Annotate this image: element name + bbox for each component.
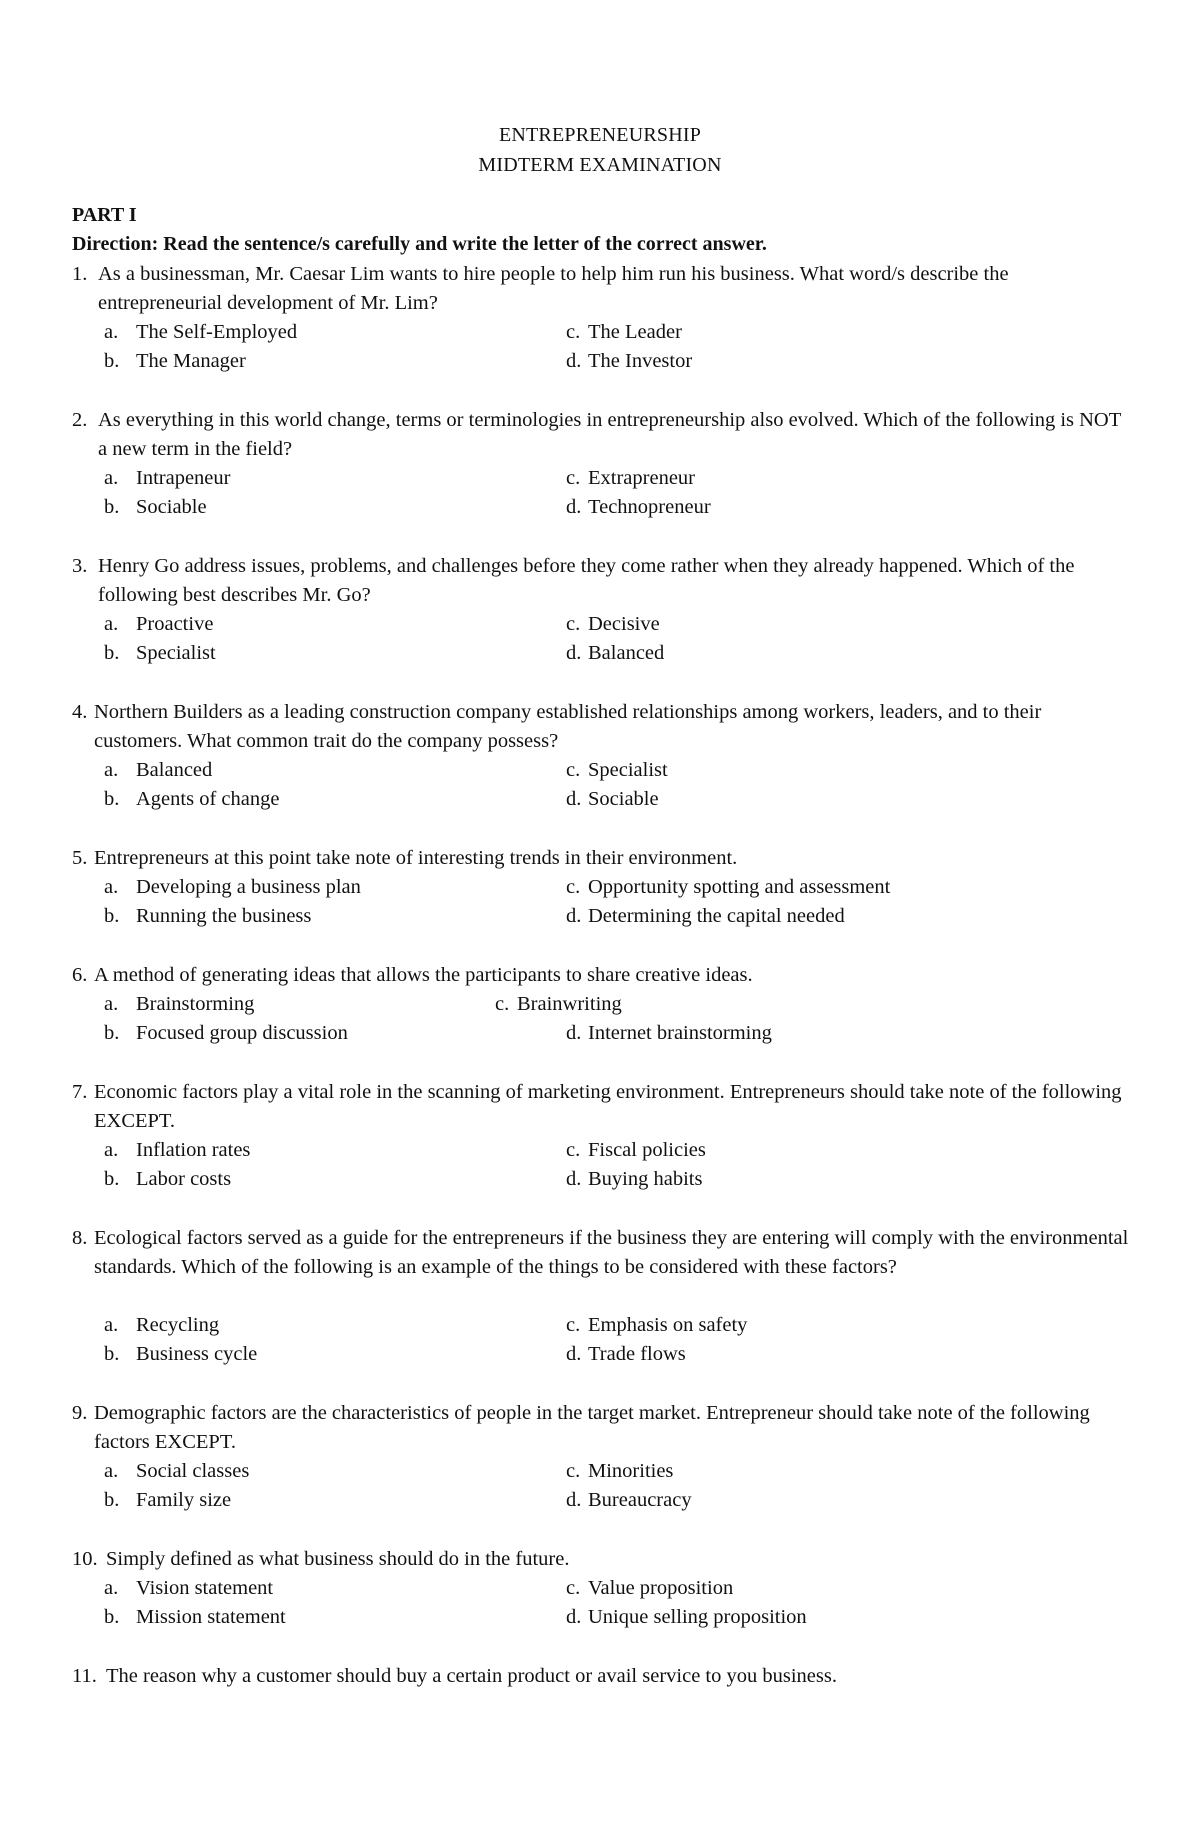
question-stem: The reason why a customer should buy a certain product or avail service to you business. bbox=[106, 1665, 837, 1687]
question-5 bbox=[72, 844, 1132, 873]
option-c: c. Minorities bbox=[566, 1460, 674, 1482]
question-4 bbox=[72, 698, 1132, 756]
option-d: d. Sociable bbox=[566, 788, 659, 810]
question-stem: As a businessman, Mr. Caesar Lim wants to hire people to help him run his business. What word/s describe the entrepreneurial development of Mr. Lim? bbox=[98, 263, 1009, 314]
question-10 bbox=[72, 1545, 1132, 1574]
option-d: d. Technopreneur bbox=[566, 496, 711, 518]
option-a: a. Vision statement bbox=[104, 1577, 274, 1599]
option-c: c. Decisive bbox=[566, 613, 660, 635]
option-b: b. Focused group discussion bbox=[104, 1022, 348, 1044]
question-3 bbox=[72, 552, 1132, 610]
question-7 bbox=[72, 1078, 1132, 1136]
option-c: c. Fiscal policies bbox=[566, 1139, 706, 1161]
option-d: d. Buying habits bbox=[566, 1168, 703, 1190]
question-number: 8. bbox=[72, 1227, 88, 1249]
question-stem: Northern Builders as a leading construction company established relationships among workers, leaders, and to their customers. What common trait do the company possess? bbox=[94, 701, 1042, 752]
option-b: b. Running the business bbox=[104, 905, 312, 927]
option-c: c. Extrapreneur bbox=[566, 467, 695, 489]
option-a: a. Balanced bbox=[104, 759, 213, 781]
question-2 bbox=[72, 406, 1132, 464]
option-a: a. Developing a business plan bbox=[104, 876, 361, 898]
question-number: 2. bbox=[72, 409, 88, 431]
option-d: d. Internet brainstorming bbox=[566, 1022, 772, 1044]
option-a: a. Proactive bbox=[104, 613, 214, 635]
option-a: a. The Self-Employed bbox=[104, 321, 298, 343]
option-c: c. Brainwriting bbox=[495, 993, 622, 1015]
option-d: d. Bureaucracy bbox=[566, 1489, 692, 1511]
direction-text: Direction: Read the sentence/s carefully and write the letter of the correct answer. bbox=[72, 233, 767, 255]
option-b: b. Mission statement bbox=[104, 1606, 286, 1628]
option-d: d. Determining the capital needed bbox=[566, 905, 845, 927]
question-stem: Simply defined as what business should do in the future. bbox=[106, 1548, 570, 1570]
question-stem: Demographic factors are the characteristics of people in the target market. Entrepreneur should take note of the following factors EXCEPT. bbox=[94, 1402, 1090, 1453]
question-number: 4. bbox=[72, 701, 88, 723]
question-stem: Economic factors play a vital role in the scanning of marketing environment. Entrepreneurs should take note of the following EXCEPT. bbox=[94, 1081, 1122, 1132]
question-8 bbox=[72, 1224, 1132, 1282]
question-number: 1. bbox=[72, 263, 88, 285]
option-c: c. Opportunity spotting and assessment bbox=[566, 876, 891, 898]
option-d: d. Unique selling proposition bbox=[566, 1606, 807, 1628]
option-d: d. Balanced bbox=[566, 642, 665, 664]
option-a: a. Recycling bbox=[104, 1314, 220, 1336]
question-1 bbox=[72, 260, 1132, 318]
option-c: c. Specialist bbox=[566, 759, 668, 781]
option-a: a. Intrapeneur bbox=[104, 467, 231, 489]
option-b: b. Specialist bbox=[104, 642, 216, 664]
option-c: c. Emphasis on safety bbox=[566, 1314, 748, 1336]
question-stem: Ecological factors served as a guide for the entrepreneurs if the business they are entering will comply with the environmental standards. Which of the following is an example of the things to be considered with these factors? bbox=[94, 1227, 1129, 1278]
question-number: 6. bbox=[72, 964, 88, 986]
option-a: a. Brainstorming bbox=[104, 993, 255, 1015]
option-d: d. The Investor bbox=[566, 350, 693, 372]
option-a: a. Inflation rates bbox=[104, 1139, 251, 1161]
question-6 bbox=[72, 961, 1132, 990]
question-stem: As everything in this world change, terms or terminologies in entrepreneurship also evolved. Which of the following is NOT a new term in the field? bbox=[98, 409, 1121, 460]
option-d: d. Trade flows bbox=[566, 1343, 686, 1365]
option-b: b. The Manager bbox=[104, 350, 246, 372]
question-11 bbox=[72, 1662, 1132, 1691]
option-a: a. Social classes bbox=[104, 1460, 250, 1482]
document-subtitle: MIDTERM EXAMINATION bbox=[478, 154, 722, 176]
question-stem: Entrepreneurs at this point take note of interesting trends in their environment. bbox=[94, 847, 738, 869]
part-heading: PART I bbox=[72, 204, 137, 226]
question-number: 9. bbox=[72, 1402, 88, 1424]
option-b: b. Sociable bbox=[104, 496, 207, 518]
question-number: 3. bbox=[72, 555, 88, 577]
question-stem: A method of generating ideas that allows the participants to share creative ideas. bbox=[94, 964, 753, 986]
question-number: 5. bbox=[72, 847, 88, 869]
question-number: 10. bbox=[72, 1548, 98, 1570]
question-stem: Henry Go address issues, problems, and challenges before they come rather when they already happened. Which of the following best describes Mr. Go? bbox=[98, 555, 1075, 606]
option-c: c. The Leader bbox=[566, 321, 682, 343]
option-b: b. Agents of change bbox=[104, 788, 280, 810]
question-number: 11. bbox=[72, 1665, 97, 1687]
option-b: b. Labor costs bbox=[104, 1168, 232, 1190]
question-number: 7. bbox=[72, 1081, 88, 1103]
option-b: b. Family size bbox=[104, 1489, 232, 1511]
option-b: b. Business cycle bbox=[104, 1343, 258, 1365]
question-9 bbox=[72, 1399, 1132, 1457]
option-c: c. Value proposition bbox=[566, 1577, 734, 1599]
document-title: ENTREPRENEURSHIP bbox=[498, 124, 702, 146]
